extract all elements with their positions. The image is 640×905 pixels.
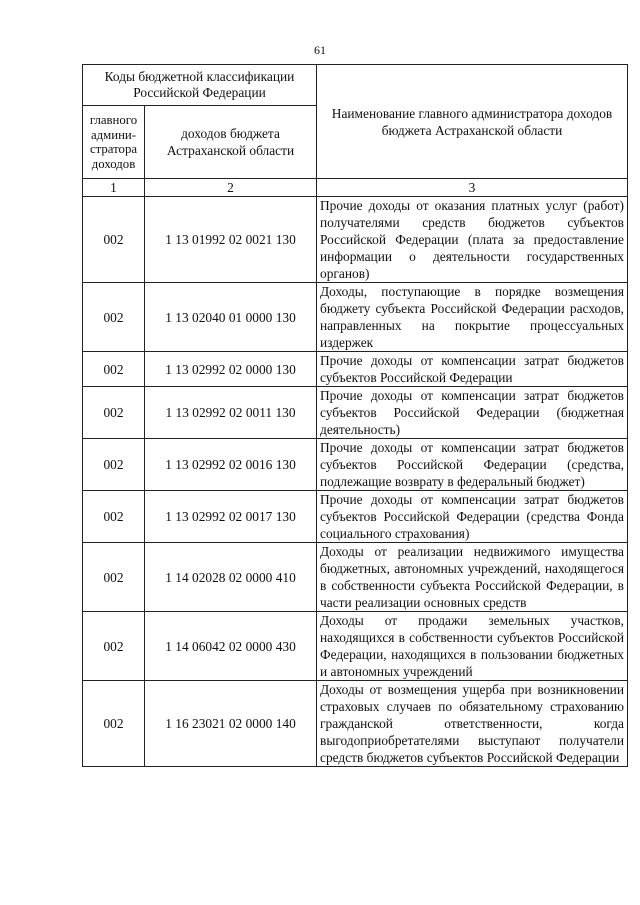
income-code-cell: 1 13 01992 02 0021 130 xyxy=(145,197,317,283)
admin-code-cell: 002 xyxy=(83,439,145,491)
admin-code-cell: 002 xyxy=(83,491,145,543)
table-row xyxy=(83,352,628,387)
column-number-2: 2 xyxy=(145,179,317,197)
header-col1: главного админи-стратора доходов xyxy=(83,106,145,179)
admin-code-cell: 002 xyxy=(83,543,145,612)
income-code-cell: 1 13 02992 02 0000 130 xyxy=(145,352,317,387)
table-row xyxy=(83,681,628,767)
admin-code-cell: 002 xyxy=(83,352,145,387)
table-row xyxy=(83,439,628,491)
income-name-cell: Доходы от возмещения ущерба при возникновении страховых случаев по обязательному страхованию гражданской ответственности, когда выгодоприобретателями выступают получатели средств бюджетов субъектов Российской Федерации xyxy=(317,681,628,767)
income-code-cell: 1 13 02992 02 0016 130 xyxy=(145,439,317,491)
income-name-cell: Прочие доходы от компенсации затрат бюджетов субъектов Российской Федерации (средства, подлежащие возврату в федеральный бюджет) xyxy=(317,439,628,491)
admin-code-cell: 002 xyxy=(83,283,145,352)
income-code-cell: 1 13 02992 02 0017 130 xyxy=(145,491,317,543)
table-row xyxy=(83,612,628,681)
income-name-cell: Доходы от продажи земельных участков, находящихся в собственности субъектов Российской Федерации, находящихся в пользовании бюджетных и автономных учреждений xyxy=(317,612,628,681)
page-number: 61 xyxy=(314,43,326,57)
header-group-title: Коды бюджетной классификации Российской Федерации xyxy=(83,65,317,106)
column-number-3: 3 xyxy=(317,179,628,197)
income-name-cell: Прочие доходы от оказания платных услуг (работ) получателями средств бюджетов субъектов Российской Федерации (плата за предоставление информации о деятельности государственных органов) xyxy=(317,197,628,283)
table-row xyxy=(83,283,628,352)
income-code-cell: 1 16 23021 02 0000 140 xyxy=(145,681,317,767)
column-number-row xyxy=(83,179,628,197)
admin-code-cell: 002 xyxy=(83,387,145,439)
table-row xyxy=(83,491,628,543)
table-row xyxy=(83,387,628,439)
header-col3: Наименование главного администратора доходов бюджета Астраханской области xyxy=(317,65,628,179)
table-row xyxy=(83,197,628,283)
income-code-cell: 1 13 02992 02 0011 130 xyxy=(145,387,317,439)
income-name-cell: Доходы, поступающие в порядке возмещения бюджету субъекта Российской Федерации расходов, направленных на покрытие процессуальных издержек xyxy=(317,283,628,352)
budget-classification-table xyxy=(82,64,628,767)
income-code-cell: 1 14 06042 02 0000 430 xyxy=(145,612,317,681)
admin-code-cell: 002 xyxy=(83,612,145,681)
income-code-cell: 1 13 02040 01 0000 130 xyxy=(145,283,317,352)
header-col2: доходов бюджета Астраханской области xyxy=(145,106,317,179)
income-name-cell: Прочие доходы от компенсации затрат бюджетов субъектов Российской Федерации xyxy=(317,352,628,387)
income-name-cell: Прочие доходы от компенсации затрат бюджетов субъектов Российской Федерации (бюджетная деятельность) xyxy=(317,387,628,439)
income-name-cell: Прочие доходы от компенсации затрат бюджетов субъектов Российской Федерации (средства Фонда социального страхования) xyxy=(317,491,628,543)
admin-code-cell: 002 xyxy=(83,681,145,767)
column-number-1: 1 xyxy=(83,179,145,197)
header-row-group xyxy=(83,65,628,106)
income-name-cell: Доходы от реализации недвижимого имущества бюджетных, автономных учреждений, находящегося в собственности субъекта Российской Федерации, в части реализации основных средств xyxy=(317,543,628,612)
admin-code-cell: 002 xyxy=(83,197,145,283)
income-code-cell: 1 14 02028 02 0000 410 xyxy=(145,543,317,612)
table-row xyxy=(83,543,628,612)
